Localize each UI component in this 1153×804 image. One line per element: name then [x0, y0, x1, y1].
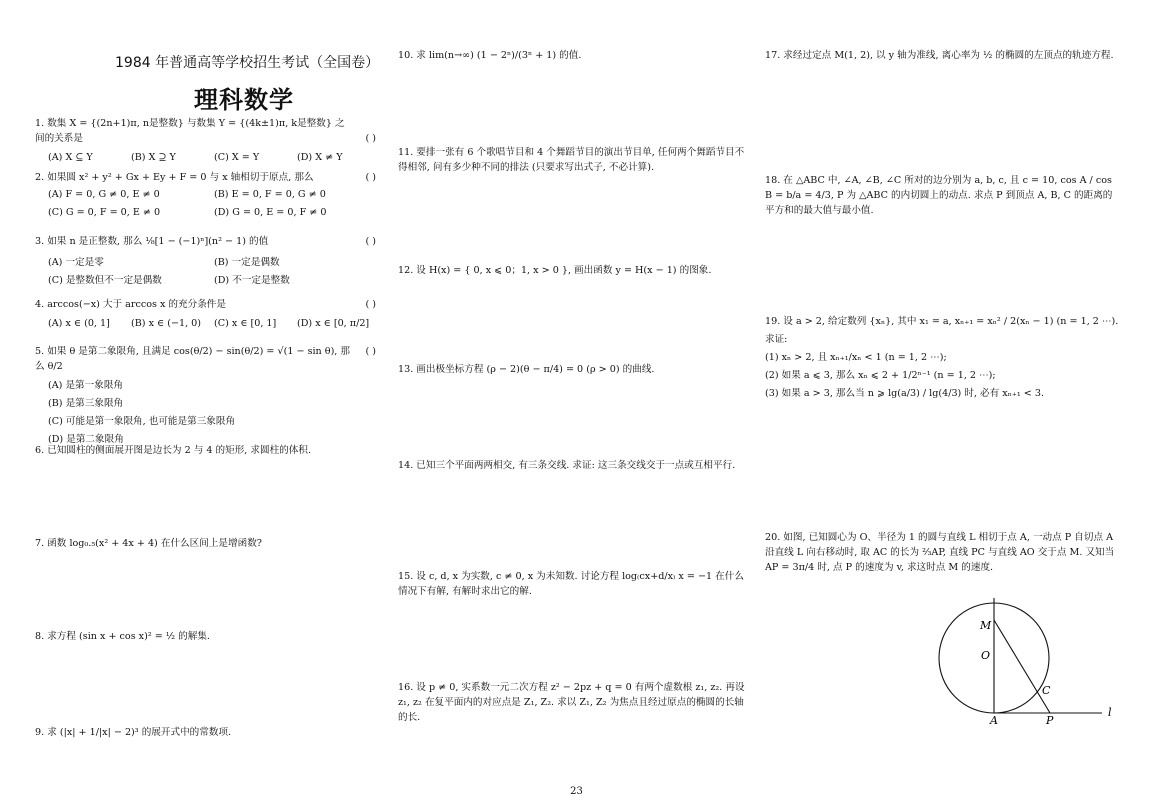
option-d: (D) G = 0, E = 0, F ≠ 0 [214, 207, 327, 218]
page-number: 23 [570, 786, 583, 797]
question-12 [398, 263, 753, 278]
option-b: (B) E = 0, F = 0, G ≠ 0 [214, 189, 326, 200]
question-5-stem: 5. 如果 θ 是第二象限角, 且满足 cos(θ/2) − sin(θ/2) = √(1 − sin θ), 那么 θ/2 [35, 346, 351, 372]
question-10 [398, 48, 753, 63]
question-1 [35, 116, 380, 165]
option-d: (D) 是第二象限角 [48, 434, 124, 445]
question-19-prove: 求证: [765, 334, 788, 345]
question-14 [398, 458, 753, 473]
question-6 [35, 443, 380, 458]
question-9-text: 9. 求 (|x| + 1/|x| − 2)³ 的展开式中的常数项. [35, 727, 232, 738]
option-b: (B) 一定是偶数 [214, 257, 280, 268]
question-9 [35, 725, 380, 740]
option-b: (B) x ∈ (−1, 0) [131, 318, 202, 329]
question-19-part-3: (3) 如果 a > 3, 那么当 n ⩾ lg(a/3) / lg(4/3) 时, 必有 xₙ₊₁ < 3. [765, 388, 1045, 399]
question-14-text: 14. 已知三个平面两两相交, 有三条交线. 求证: 这三条交线交于一点或互相平行. [398, 460, 736, 471]
option-a: (A) F = 0, G ≠ 0, E ≠ 0 [48, 189, 160, 200]
question-19-stem: 19. 设 a > 2, 给定数列 {xₙ}, 其中 x₁ = a, xₙ₊₁ = xₙ² / 2(xₙ − 1) (n = 1, 2 ⋯). [765, 316, 1119, 327]
question-13-text: 13. 画出极坐标方程 (ρ − 2)(θ − π/4) = 0 (ρ > 0) 的曲线. [398, 364, 655, 375]
option-c: (C) 可能是第一象限角, 也可能是第三象限角 [48, 416, 236, 427]
option-c: (C) 是整数但不一定是偶数 [48, 275, 162, 286]
question-8 [35, 629, 380, 644]
question-1-stem: 1. 数集 X = {(2n+1)π, n是整数} 与数集 Y = {(4k±1)π, k是整数} 之间的关系是 [35, 118, 345, 144]
answer-bracket: ( ) [365, 172, 376, 183]
geometry-figure [930, 598, 1120, 738]
question-3 [35, 234, 380, 288]
question-19-part-2: (2) 如果 a ⩽ 3, 那么 xₙ ⩽ 2 + 1/2ⁿ⁻¹ (n = 1, 2 ⋯); [765, 370, 996, 381]
label-a: A [990, 714, 998, 727]
question-20-text: 20. 如图, 已知圆心为 O、半径为 1 的圆与直线 L 相切于点 A, 一动点 P 自切点 A 沿直线 L 向右移动时, 取 AC 的长为 ⅔AP, 直线 PC 与直线 AO 交于点 M. 又知当 AP = 3π/4 时, 点 P 的速度为 v, 求这时点 M 的速度. [765, 532, 1115, 573]
question-6-text: 6. 已知圆柱的侧面展开图是边长为 2 与 4 的矩形, 求圆柱的体积. [35, 445, 312, 456]
option-c: (C) G = 0, F = 0, E ≠ 0 [48, 207, 161, 218]
question-7-text: 7. 函数 log₀.₅(x² + 4x + 4) 在什么区间上是增函数? [35, 538, 262, 549]
label-o: O [981, 649, 991, 662]
exam-subtitle: 理科数学 [194, 86, 294, 114]
option-c: (C) x ∈ [0, 1] [214, 318, 277, 329]
question-5 [35, 344, 380, 447]
question-12-text: 12. 设 H(x) = { 0, x ⩽ 0；1, x > 0 }, 画出函数 y = H(x − 1) 的图象. [398, 265, 712, 276]
option-d: (D) 不一定是整数 [214, 275, 290, 286]
question-17 [765, 48, 1120, 63]
exam-title: 1984 年普通高等学校招生考试（全国卷） [115, 55, 380, 71]
option-b: (B) 是第三象限角 [48, 398, 124, 409]
option-d: (D) X ≠ Y [297, 152, 343, 163]
question-4-stem: 4. arccos(−x) 大于 arccos x 的充分条件是 [35, 299, 226, 310]
option-d: (D) x ∈ [0, π/2] [297, 318, 370, 329]
question-17-text: 17. 求经过定点 M(1, 2), 以 y 轴为准线, 离心率为 ½ 的椭圆的左顶点的轨迹方程. [765, 50, 1114, 61]
question-8-text: 8. 求方程 (sin x + cos x)² = ½ 的解集. [35, 631, 210, 642]
question-16-text: 16. 设 p ≠ 0, 实系数一元二次方程 z² − 2pz + q = 0 有两个虚数根 z₁, z₂. 再设 z₁, z₂ 在复平面内的对应点是 Z₁, Z₂. 求以 Z₁, Z₂ 为焦点且经过原点的椭圆的长轴的长. [398, 682, 745, 723]
answer-bracket: ( ) [365, 299, 376, 310]
option-a: (A) 一定是零 [48, 257, 104, 268]
question-20 [765, 530, 1120, 575]
option-c: (C) X = Y [214, 152, 260, 163]
option-a: (A) X ⊆ Y [48, 152, 93, 163]
option-a: (A) 是第一象限角 [48, 380, 124, 391]
question-11 [398, 145, 753, 175]
answer-bracket: ( ) [365, 346, 376, 357]
question-2 [35, 170, 380, 220]
label-p: P [1046, 714, 1054, 727]
label-c: C [1042, 684, 1051, 697]
question-18-text: 18. 在 △ABC 中, ∠A, ∠B, ∠C 所对的边分别为 a, b, c, 且 c = 10, cos A / cos B = b/a = 4/3, P 为 △ABC 的内切圆上的动点. 求点 P 到顶点 A, B, C 的距离的平方和的最大值与最小值. [765, 175, 1113, 216]
question-15-text: 15. 设 c, d, x 为实数, c ≠ 0, x 为未知数. 讨论方程 log₍cx+d/x₎ x = −1 在什么情况下有解, 有解时求出它的解. [398, 571, 744, 597]
option-b: (B) X ⊇ Y [131, 152, 176, 163]
question-15 [398, 569, 753, 599]
option-a: (A) x ∈ (0, 1] [48, 318, 110, 329]
question-7 [35, 536, 380, 551]
question-18 [765, 173, 1120, 218]
question-4 [35, 297, 380, 331]
question-3-stem: 3. 如果 n 是正整数, 那么 ⅛[1 − (−1)ⁿ](n² − 1) 的值 [35, 236, 269, 247]
line-pm [994, 620, 1050, 713]
question-11-text: 11. 要排一张有 6 个歌唱节目和 4 个舞蹈节目的演出节目单, 任何两个舞蹈节目不得相邻, 问有多少种不同的排法 (只要求写出式子, 不必计算). [398, 147, 745, 173]
question-16 [398, 680, 753, 725]
answer-bracket: ( ) [365, 133, 376, 144]
question-13 [398, 362, 753, 377]
question-10-text: 10. 求 lim(n→∞) (1 − 2ⁿ)/(3ⁿ + 1) 的值. [398, 50, 582, 61]
label-m: M [980, 619, 992, 632]
question-19 [765, 314, 1120, 401]
question-2-stem: 2. 如果圆 x² + y² + Gx + Ey + F = 0 与 x 轴相切于原点, 那么 [35, 172, 314, 183]
question-19-part-1: (1) xₙ > 2, 且 xₙ₊₁/xₙ < 1 (n = 1, 2 ⋯); [765, 352, 947, 363]
label-l: l [1108, 706, 1112, 719]
answer-bracket: ( ) [365, 236, 376, 247]
